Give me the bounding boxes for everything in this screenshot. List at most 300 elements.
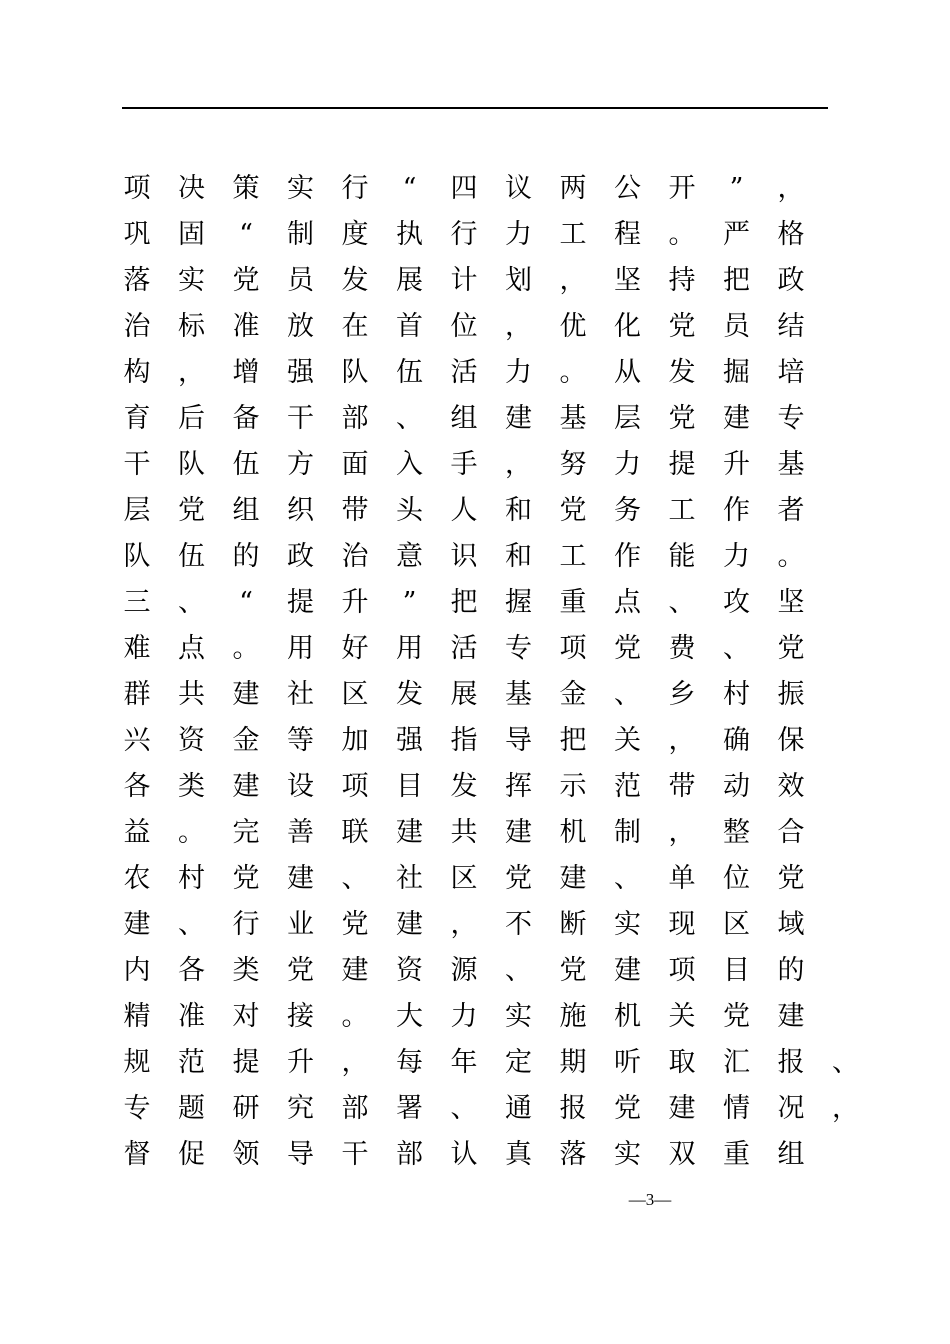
text-char: 坚 [614,265,641,296]
text-char: 取 [668,1047,696,1078]
text-char: 执 [396,219,423,250]
text-char: 伍 [178,541,205,572]
text-char: 精 [123,1001,151,1032]
text-char: “ [239,219,253,250]
text-char: 重 [723,1139,750,1170]
text-char: 报 [777,1047,805,1078]
text-line [122,534,862,580]
text-char: 强 [396,725,423,756]
text-char: 层 [614,403,641,434]
text-char: 项 [123,173,151,204]
text-char: 的 [777,955,805,986]
text-char: 掘 [723,357,750,388]
text-char: 工 [559,541,587,572]
text-char: 实 [614,909,641,940]
text-line [122,902,862,948]
text-line [122,212,862,258]
text-char: 党 [614,1093,641,1124]
text-char: 资 [396,955,423,986]
text-char: 建 [396,909,423,940]
text-line [122,1086,862,1132]
text-char: 难 [123,633,151,664]
text-char: 建 [723,403,750,434]
text-char: 划 [505,265,532,296]
text-char: 培 [777,357,805,388]
text-char: 建 [287,863,314,894]
text-char: 类 [232,955,260,986]
text-char: 单 [668,863,696,894]
text-char: 力 [450,1001,478,1032]
text-char: 、 [178,909,205,940]
text-char: 准 [178,1001,205,1032]
text-char: 资 [178,725,205,756]
text-line [122,442,862,488]
text-char: 组 [450,403,478,434]
text-char: 面 [341,449,369,480]
text-char: 构 [123,357,151,388]
body-text [122,166,862,1178]
text-char: 党 [559,955,587,986]
text-char: 作 [723,495,750,526]
text-char: 格 [777,219,805,250]
text-char: 能 [668,541,696,572]
text-char: 乡 [668,679,696,710]
text-char: 内 [123,955,151,986]
text-char: 把 [723,265,750,296]
text-char: 农 [123,863,151,894]
text-line [122,580,862,626]
text-char: 活 [450,357,478,388]
text-char: 点 [178,633,205,664]
text-char: 保 [777,725,805,756]
text-char: 村 [723,679,750,710]
text-char: 建 [668,1093,696,1124]
text-char: 四 [450,173,478,204]
text-char: 层 [123,495,151,526]
text-char: ， [505,449,532,480]
text-char: 情 [723,1093,750,1124]
text-char: 建 [232,771,260,802]
text-char: 升 [341,587,369,618]
text-char: 制 [287,219,314,250]
text-char: 人 [450,495,478,526]
text-char: 指 [450,725,478,756]
text-char: 领 [232,1139,260,1170]
text-char: 准 [232,311,260,342]
text-char: 。 [559,357,587,388]
text-char: 发 [668,357,696,388]
text-line [122,856,862,902]
text-char: 建 [777,1001,805,1032]
text-line [122,994,862,1040]
text-char: 况 [777,1093,805,1124]
text-char: 点 [614,587,641,618]
text-line [122,166,862,212]
text-char: 双 [668,1139,696,1170]
text-char: 群 [123,679,151,710]
text-char: 落 [123,265,151,296]
text-line [122,626,862,672]
text-char: 方 [287,449,314,480]
header-rule [122,107,828,109]
text-char: 党 [668,311,696,342]
text-char: “ [402,173,417,204]
text-char: 基 [777,449,805,480]
text-char: 把 [450,587,478,618]
text-char: 用 [396,633,423,664]
text-char: ， [450,909,478,940]
text-char: 入 [396,449,423,480]
text-char: 建 [505,817,532,848]
text-char: 关 [668,1001,696,1032]
text-line [122,718,862,764]
text-char: 通 [505,1093,532,1124]
text-char: 、 [450,1093,478,1124]
text-char: 研 [232,1093,260,1124]
text-char: 整 [723,817,750,848]
text-char: 力 [614,449,641,480]
text-char: 议 [505,173,532,204]
text-char: 金 [559,679,587,710]
text-char: 益 [123,817,151,848]
text-char: 干 [287,403,314,434]
text-char: 接 [287,1001,314,1032]
text-line [122,396,862,442]
text-char: 把 [559,725,587,756]
text-char: 坚 [777,587,805,618]
text-line [122,488,862,534]
text-char: 攻 [723,587,750,618]
text-char: 施 [559,1001,587,1032]
text-char: 队 [341,357,369,388]
text-char: 振 [777,679,805,710]
text-char: 治 [123,311,151,342]
text-char: 头 [396,495,423,526]
text-char: 展 [396,265,423,296]
text-char: 合 [777,817,805,848]
text-char: 导 [505,725,532,756]
text-char: 业 [287,909,314,940]
text-char: 党 [341,909,369,940]
text-char: ” [729,173,744,204]
text-char: 。 [341,1001,369,1032]
text-char: 目 [396,771,423,802]
text-char: 专 [777,403,805,434]
text-char: 力 [505,219,532,250]
text-char: 队 [123,541,151,572]
text-char: 大 [396,1001,423,1032]
text-char: 在 [341,311,369,342]
text-char: 共 [450,817,478,848]
text-char: 部 [341,1093,369,1124]
text-char: 真 [505,1139,532,1170]
text-char: 政 [777,265,805,296]
text-char: 基 [505,679,532,710]
text-char: 区 [341,679,369,710]
text-char: 升 [287,1047,314,1078]
text-char: 策 [232,173,260,204]
text-char: 识 [450,541,478,572]
text-char: 。 [178,817,205,848]
text-char: 党 [614,633,641,664]
text-char: 关 [614,725,641,756]
text-char: 建 [614,955,641,986]
text-char: 建 [341,955,369,986]
page-number: —3— [628,1190,672,1209]
text-char: 发 [341,265,369,296]
text-char: 。 [232,633,260,664]
text-char: 究 [287,1093,314,1124]
text-char: 实 [178,265,205,296]
text-char: ， [178,357,205,388]
text-char: 位 [723,863,750,894]
text-char: 题 [178,1093,205,1124]
text-char: 导 [287,1139,314,1170]
text-char: 计 [450,265,478,296]
text-char: 治 [341,541,369,572]
text-char: 范 [178,1047,205,1078]
text-char: 社 [396,863,423,894]
text-char: 制 [614,817,641,848]
text-char: 年 [450,1047,478,1078]
text-char: 规 [123,1047,151,1078]
text-char: 强 [287,357,314,388]
text-char: 的 [232,541,260,572]
text-char: 各 [178,955,205,986]
text-char: 设 [287,771,314,802]
text-char: 力 [505,357,532,388]
text-char: 员 [287,265,314,296]
text-char: 党 [178,495,205,526]
text-char: 工 [668,495,696,526]
text-char: 公 [614,173,641,204]
text-char: 定 [505,1047,532,1078]
text-line [122,1132,862,1178]
text-char: 、 [396,403,423,434]
text-char: ， [832,1093,859,1124]
text-char: ， [505,311,532,342]
text-char: 开 [668,173,696,204]
text-char: ， [777,173,805,204]
text-char: 建 [505,403,532,434]
text-char: 伍 [396,357,423,388]
text-char: 党 [723,1001,750,1032]
text-char: 。 [668,219,696,250]
text-char: 发 [396,679,423,710]
text-char: 干 [123,449,151,480]
text-char: 者 [777,495,805,526]
text-char: 、 [723,633,750,664]
text-char: 部 [396,1139,423,1170]
text-char: 固 [178,219,205,250]
text-char: 示 [559,771,587,802]
text-char: 村 [178,863,205,894]
text-char: 实 [505,1001,532,1032]
text-char: 效 [777,771,805,802]
text-char: 干 [341,1139,369,1170]
text-char: 意 [396,541,423,572]
text-char: 组 [232,495,260,526]
text-char: 用 [287,633,314,664]
text-char: 完 [232,817,260,848]
text-char: 类 [178,771,205,802]
text-char: 兴 [123,725,151,756]
text-char: 报 [559,1093,587,1124]
text-char: 党 [505,863,532,894]
text-char: 区 [723,909,750,940]
text-char: 联 [341,817,369,848]
text-char: 、 [341,863,369,894]
text-char: 金 [232,725,260,756]
text-char: 、 [614,679,641,710]
text-char: 化 [614,311,641,342]
text-char: 挥 [505,771,532,802]
text-char: 严 [723,219,750,250]
text-char: 决 [178,173,205,204]
text-char: 建 [232,679,260,710]
text-char: 握 [505,587,532,618]
text-char: 、 [832,1047,859,1078]
text-char: 区 [450,863,478,894]
text-char: 听 [614,1047,641,1078]
text-char: 动 [723,771,750,802]
text-char: 署 [396,1093,423,1124]
text-char: 落 [559,1139,587,1170]
text-char: 行 [341,173,369,204]
text-char: 域 [777,909,805,940]
text-char: 活 [450,633,478,664]
text-char: 工 [559,219,587,250]
text-char: 备 [232,403,260,434]
text-char: 组 [777,1139,805,1170]
text-char: 社 [287,679,314,710]
text-char: 党 [232,863,260,894]
text-char: 断 [559,909,587,940]
text-char: 持 [668,265,696,296]
text-char: 汇 [723,1047,750,1078]
text-char: 展 [450,679,478,710]
text-char: 两 [559,173,587,204]
text-char: 增 [232,357,260,388]
text-char: 结 [777,311,805,342]
text-char: 、 [178,587,205,618]
text-char: 建 [559,863,587,894]
text-char: 实 [287,173,314,204]
text-char: 好 [341,633,369,664]
text-char: 党 [668,403,696,434]
text-char: 升 [723,449,750,480]
text-char: 标 [178,311,205,342]
text-char: 努 [559,449,587,480]
text-char: 提 [232,1047,260,1078]
text-char: 队 [178,449,205,480]
text-char: 善 [287,817,314,848]
text-char: 务 [614,495,641,526]
text-char: 。 [777,541,805,572]
text-char: 、 [614,863,641,894]
text-char: 专 [123,1093,151,1124]
text-char: 手 [450,449,478,480]
text-char: 和 [505,495,532,526]
text-char: 党 [559,495,587,526]
text-char: 确 [723,725,750,756]
text-line [122,1040,862,1086]
text-char: 各 [123,771,151,802]
text-char: 费 [668,633,696,664]
text-char: ， [668,725,696,756]
text-char: 等 [287,725,314,756]
text-char: 督 [123,1139,151,1170]
text-char: 后 [178,403,205,434]
text-char: 员 [723,311,750,342]
text-char: 首 [396,311,423,342]
text-char: 行 [450,219,478,250]
text-char: ， [668,817,696,848]
text-char: 育 [123,403,151,434]
text-char: 专 [505,633,532,664]
text-char: 目 [723,955,750,986]
text-line [122,948,862,994]
text-char: 源 [450,955,478,986]
text-char: 党 [777,863,805,894]
text-char: 程 [614,219,641,250]
text-char: 三 [123,587,151,618]
text-char: 重 [559,587,587,618]
text-char: ” [402,587,417,618]
text-char: 带 [668,771,696,802]
text-char: 建 [396,817,423,848]
text-char: 位 [450,311,478,342]
text-char: 共 [178,679,205,710]
text-char: 、 [505,955,532,986]
text-char: 党 [777,633,805,664]
text-char: 发 [450,771,478,802]
text-char: 行 [232,909,260,940]
text-char: 部 [341,403,369,434]
text-char: 放 [287,311,314,342]
text-char: 伍 [232,449,260,480]
text-char: 项 [668,955,696,986]
text-char: 期 [559,1047,587,1078]
text-char: 项 [559,633,587,664]
text-char: 范 [614,771,641,802]
text-char: 加 [341,725,369,756]
text-char: “ [239,587,253,618]
text-char: 提 [287,587,314,618]
text-line [122,810,862,856]
text-char: 提 [668,449,696,480]
text-char: 从 [614,357,641,388]
text-char: 现 [668,909,696,940]
text-char: 带 [341,495,369,526]
text-char: 不 [505,909,532,940]
text-char: ， [341,1047,369,1078]
text-line [122,304,862,350]
text-char: 党 [287,955,314,986]
text-char: 基 [559,403,587,434]
text-line [122,672,862,718]
text-char: ， [559,265,587,296]
text-char: 和 [505,541,532,572]
text-char: 实 [614,1139,641,1170]
text-char: 织 [287,495,314,526]
text-char: 党 [232,265,260,296]
text-char: 政 [287,541,314,572]
text-char: 每 [396,1047,423,1078]
text-line [122,258,862,304]
text-char: 度 [341,219,369,250]
text-char: 、 [668,587,696,618]
